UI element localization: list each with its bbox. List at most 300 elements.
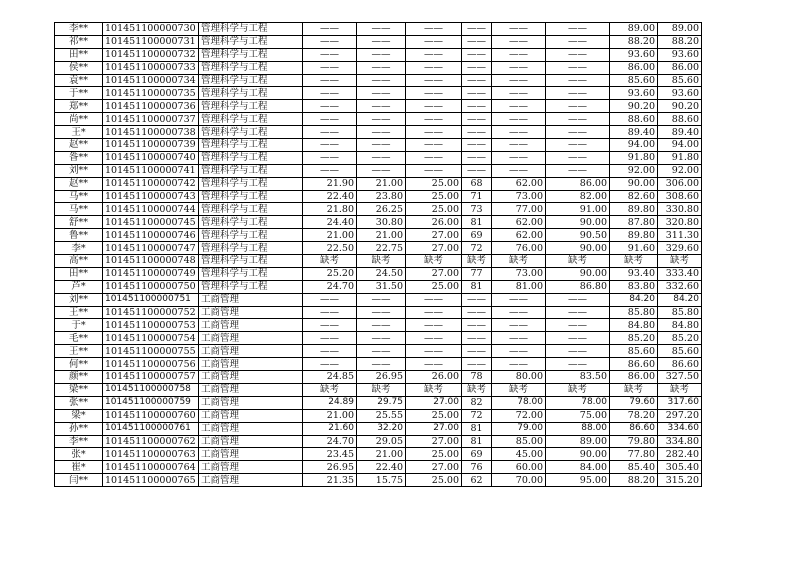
score-5: 81.00 — [492, 280, 546, 293]
major: 管理科学与工程 — [199, 61, 303, 74]
total-score: 缺考 — [658, 255, 702, 268]
major: 管理科学与工程 — [199, 267, 303, 280]
score-1: 23.45 — [303, 448, 357, 461]
score-7: 缺考 — [610, 255, 658, 268]
table-row — [55, 422, 702, 435]
score-5: —— — [492, 332, 546, 345]
score-1: —— — [303, 293, 357, 306]
major: 工商管理 — [199, 371, 303, 384]
total-score: 327.50 — [658, 371, 702, 384]
score-4: 77 — [462, 267, 492, 280]
table-row — [55, 164, 702, 177]
score-1: —— — [303, 113, 357, 126]
candidate-name: 田** — [55, 267, 103, 280]
score-1: 24.70 — [303, 435, 357, 448]
score-7: 87.80 — [610, 216, 658, 229]
table-row — [55, 280, 702, 293]
score-table — [54, 22, 702, 487]
score-6: 缺考 — [546, 383, 610, 396]
total-score: 90.20 — [658, 100, 702, 113]
score-5: —— — [492, 113, 546, 126]
table-row — [55, 35, 702, 48]
score-1: 24.85 — [303, 371, 357, 384]
score-5: —— — [492, 74, 546, 87]
exam-id: 101451100000732 — [103, 48, 199, 61]
exam-id: 101451100000737 — [103, 113, 199, 126]
score-2: 32.20 — [357, 422, 406, 435]
major: 工商管理 — [199, 332, 303, 345]
exam-id: 101451100000730 — [103, 23, 199, 36]
exam-id: 101451100000745 — [103, 216, 199, 229]
score-2: 缺考 — [357, 255, 406, 268]
score-7: 93.40 — [610, 267, 658, 280]
major: 管理科学与工程 — [199, 48, 303, 61]
score-3: —— — [406, 35, 462, 48]
score-3: 25.00 — [406, 474, 462, 487]
exam-id: 101451100000758 — [103, 383, 199, 396]
score-7: 84.80 — [610, 319, 658, 332]
exam-id: 101451100000740 — [103, 151, 199, 164]
score-7: 83.80 — [610, 280, 658, 293]
score-1: 缺考 — [303, 383, 357, 396]
major: 管理科学与工程 — [199, 242, 303, 255]
score-3: —— — [406, 164, 462, 177]
score-5: 缺考 — [492, 383, 546, 396]
table-row — [55, 396, 702, 409]
major: 管理科学与工程 — [199, 87, 303, 100]
score-3: 25.00 — [406, 448, 462, 461]
score-4: —— — [462, 48, 492, 61]
score-1: —— — [303, 23, 357, 36]
score-5: —— — [492, 345, 546, 358]
table-row — [55, 332, 702, 345]
score-2: 29.75 — [357, 396, 406, 409]
score-4: 62 — [462, 474, 492, 487]
score-3: —— — [406, 358, 462, 371]
exam-id: 101451100000734 — [103, 74, 199, 87]
exam-id: 101451100000743 — [103, 190, 199, 203]
score-1: 21.00 — [303, 229, 357, 242]
score-5: 60.00 — [492, 461, 546, 474]
score-2: —— — [357, 74, 406, 87]
candidate-name: 闫** — [55, 474, 103, 487]
score-3: —— — [406, 100, 462, 113]
score-2: —— — [357, 139, 406, 152]
score-1: —— — [303, 74, 357, 87]
total-score: 282.40 — [658, 448, 702, 461]
exam-id: 101451100000760 — [103, 409, 199, 422]
score-7: 84.20 — [610, 293, 658, 306]
score-5: —— — [492, 87, 546, 100]
score-7: 88.20 — [610, 474, 658, 487]
score-4: —— — [462, 61, 492, 74]
score-2: —— — [357, 23, 406, 36]
score-7: 91.80 — [610, 151, 658, 164]
score-7: 缺考 — [610, 383, 658, 396]
score-1: 21.90 — [303, 177, 357, 190]
score-4: 78 — [462, 371, 492, 384]
score-3: 26.00 — [406, 371, 462, 384]
total-score: 305.40 — [658, 461, 702, 474]
exam-id: 101451100000754 — [103, 332, 199, 345]
major: 管理科学与工程 — [199, 113, 303, 126]
candidate-name: 侯** — [55, 61, 103, 74]
score-1: 21.80 — [303, 203, 357, 216]
score-6: 90.00 — [546, 267, 610, 280]
score-2: —— — [357, 332, 406, 345]
score-6: —— — [546, 61, 610, 74]
score-2: —— — [357, 345, 406, 358]
total-score: 330.80 — [658, 203, 702, 216]
table-row — [55, 23, 702, 36]
score-6: —— — [546, 306, 610, 319]
score-5: 76.00 — [492, 242, 546, 255]
score-4: 73 — [462, 203, 492, 216]
score-5: 79.00 — [492, 422, 546, 435]
score-1: —— — [303, 358, 357, 371]
score-3: 27.00 — [406, 242, 462, 255]
score-4: —— — [462, 306, 492, 319]
score-2: 31.50 — [357, 280, 406, 293]
total-score: 91.80 — [658, 151, 702, 164]
exam-id: 101451100000738 — [103, 126, 199, 139]
score-2: 25.55 — [357, 409, 406, 422]
total-score: 333.40 — [658, 267, 702, 280]
score-5: 62.00 — [492, 229, 546, 242]
score-2: —— — [357, 48, 406, 61]
table-row — [55, 255, 702, 268]
score-4: 81 — [462, 422, 492, 435]
score-3: —— — [406, 306, 462, 319]
exam-id: 101451100000736 — [103, 100, 199, 113]
score-7: 86.00 — [610, 371, 658, 384]
score-4: —— — [462, 345, 492, 358]
score-5: 62.00 — [492, 216, 546, 229]
score-5: —— — [492, 358, 546, 371]
candidate-name: 王* — [55, 126, 103, 139]
table-row — [55, 100, 702, 113]
score-5: —— — [492, 306, 546, 319]
score-7: 89.80 — [610, 229, 658, 242]
score-4: 缺考 — [462, 383, 492, 396]
score-3: 27.00 — [406, 396, 462, 409]
table-row — [55, 435, 702, 448]
score-1: 21.35 — [303, 474, 357, 487]
score-2: 24.50 — [357, 267, 406, 280]
score-5: 45.00 — [492, 448, 546, 461]
major: 管理科学与工程 — [199, 164, 303, 177]
score-3: 27.00 — [406, 422, 462, 435]
exam-id: 101451100000756 — [103, 358, 199, 371]
table-row — [55, 74, 702, 87]
score-6: 90.00 — [546, 448, 610, 461]
score-1: 22.40 — [303, 190, 357, 203]
candidate-name: 李** — [55, 23, 103, 36]
score-1: —— — [303, 319, 357, 332]
score-1: —— — [303, 306, 357, 319]
score-5: —— — [492, 35, 546, 48]
score-6: —— — [546, 23, 610, 36]
score-1: —— — [303, 35, 357, 48]
major: 管理科学与工程 — [199, 177, 303, 190]
table-row — [55, 267, 702, 280]
exam-id: 101451100000742 — [103, 177, 199, 190]
major: 工商管理 — [199, 474, 303, 487]
exam-id: 101451100000741 — [103, 164, 199, 177]
score-5: 62.00 — [492, 177, 546, 190]
total-score: 334.60 — [658, 422, 702, 435]
score-4: 81 — [462, 280, 492, 293]
score-5: 73.00 — [492, 190, 546, 203]
score-2: 26.25 — [357, 203, 406, 216]
table-row — [55, 371, 702, 384]
candidate-name: 马** — [55, 203, 103, 216]
exam-id: 101451100000746 — [103, 229, 199, 242]
score-5: —— — [492, 319, 546, 332]
score-5: —— — [492, 23, 546, 36]
score-6: —— — [546, 87, 610, 100]
candidate-name: 于** — [55, 87, 103, 100]
score-6: 83.50 — [546, 371, 610, 384]
total-score: 93.60 — [658, 87, 702, 100]
major: 管理科学与工程 — [199, 280, 303, 293]
score-1: —— — [303, 151, 357, 164]
score-2: —— — [357, 164, 406, 177]
major: 工商管理 — [199, 383, 303, 396]
score-2: —— — [357, 35, 406, 48]
candidate-name: 高** — [55, 255, 103, 268]
candidate-name: 刘** — [55, 164, 103, 177]
score-6: 86.80 — [546, 280, 610, 293]
candidate-name: 赵** — [55, 177, 103, 190]
score-4: 81 — [462, 435, 492, 448]
total-score: 308.60 — [658, 190, 702, 203]
score-4: —— — [462, 100, 492, 113]
candidate-name: 刘** — [55, 293, 103, 306]
score-1: —— — [303, 48, 357, 61]
candidate-name: 尚** — [55, 113, 103, 126]
table-row — [55, 409, 702, 422]
candidate-name: 袁** — [55, 74, 103, 87]
score-4: 69 — [462, 448, 492, 461]
score-2: 21.00 — [357, 177, 406, 190]
score-2: —— — [357, 306, 406, 319]
score-4: —— — [462, 332, 492, 345]
score-5: 77.00 — [492, 203, 546, 216]
score-5: —— — [492, 61, 546, 74]
score-1: —— — [303, 87, 357, 100]
score-6: —— — [546, 332, 610, 345]
score-6: —— — [546, 48, 610, 61]
candidate-name: 舒** — [55, 216, 103, 229]
score-2: —— — [357, 87, 406, 100]
table-row — [55, 190, 702, 203]
table-row — [55, 448, 702, 461]
score-3: —— — [406, 151, 462, 164]
total-score: 缺考 — [658, 383, 702, 396]
exam-id: 101451100000763 — [103, 448, 199, 461]
table-row — [55, 87, 702, 100]
table-row — [55, 139, 702, 152]
table-row — [55, 383, 702, 396]
score-6: —— — [546, 100, 610, 113]
score-6: 缺考 — [546, 255, 610, 268]
score-6: —— — [546, 126, 610, 139]
score-7: 93.60 — [610, 48, 658, 61]
score-1: 25.20 — [303, 267, 357, 280]
score-3: 25.00 — [406, 203, 462, 216]
score-4: —— — [462, 35, 492, 48]
score-6: —— — [546, 35, 610, 48]
score-3: 25.00 — [406, 409, 462, 422]
score-5: 72.00 — [492, 409, 546, 422]
exam-id: 101451100000747 — [103, 242, 199, 255]
score-2: 21.00 — [357, 229, 406, 242]
exam-id: 101451100000744 — [103, 203, 199, 216]
score-4: 69 — [462, 229, 492, 242]
score-4: —— — [462, 126, 492, 139]
score-1: 24.40 — [303, 216, 357, 229]
score-3: —— — [406, 74, 462, 87]
exam-id: 101451100000759 — [103, 396, 199, 409]
score-2: 29.05 — [357, 435, 406, 448]
major: 管理科学与工程 — [199, 216, 303, 229]
score-4: —— — [462, 23, 492, 36]
score-4: 81 — [462, 216, 492, 229]
score-6: 84.00 — [546, 461, 610, 474]
exam-id: 101451100000733 — [103, 61, 199, 74]
score-2: —— — [357, 113, 406, 126]
score-6: —— — [546, 74, 610, 87]
score-3: —— — [406, 113, 462, 126]
score-5: —— — [492, 48, 546, 61]
total-score: 317.60 — [658, 396, 702, 409]
total-score: 85.60 — [658, 74, 702, 87]
score-5: —— — [492, 139, 546, 152]
score-1: 26.95 — [303, 461, 357, 474]
total-score: 89.40 — [658, 126, 702, 139]
exam-id: 101451100000765 — [103, 474, 199, 487]
score-6: —— — [546, 293, 610, 306]
score-5: —— — [492, 164, 546, 177]
score-1: 24.89 — [303, 396, 357, 409]
score-3: 26.00 — [406, 216, 462, 229]
table-row — [55, 293, 702, 306]
candidate-name: 赵** — [55, 139, 103, 152]
score-6: 90.00 — [546, 216, 610, 229]
score-4: 72 — [462, 409, 492, 422]
candidate-name: 田** — [55, 48, 103, 61]
score-4: —— — [462, 164, 492, 177]
table-row — [55, 48, 702, 61]
score-4: —— — [462, 74, 492, 87]
major: 管理科学与工程 — [199, 23, 303, 36]
score-3: 25.00 — [406, 177, 462, 190]
score-2: 26.95 — [357, 371, 406, 384]
total-score: 85.80 — [658, 306, 702, 319]
score-4: 72 — [462, 242, 492, 255]
table-row — [55, 319, 702, 332]
major: 工商管理 — [199, 345, 303, 358]
score-1: 21.60 — [303, 422, 357, 435]
score-7: 92.00 — [610, 164, 658, 177]
major: 工商管理 — [199, 448, 303, 461]
exam-id: 101451100000752 — [103, 306, 199, 319]
score-3: 缺考 — [406, 255, 462, 268]
total-score: 94.00 — [658, 139, 702, 152]
table-row — [55, 229, 702, 242]
score-6: 90.00 — [546, 242, 610, 255]
score-3: —— — [406, 139, 462, 152]
score-2: —— — [357, 126, 406, 139]
score-6: 75.00 — [546, 409, 610, 422]
major: 管理科学与工程 — [199, 139, 303, 152]
exam-id: 101451100000764 — [103, 461, 199, 474]
major: 工商管理 — [199, 306, 303, 319]
exam-id: 101451100000757 — [103, 371, 199, 384]
major: 工商管理 — [199, 435, 303, 448]
score-5: —— — [492, 126, 546, 139]
major: 工商管理 — [199, 409, 303, 422]
candidate-name: 马** — [55, 190, 103, 203]
major: 管理科学与工程 — [199, 151, 303, 164]
score-7: 77.80 — [610, 448, 658, 461]
score-5: 80.00 — [492, 371, 546, 384]
score-4: 76 — [462, 461, 492, 474]
major: 工商管理 — [199, 396, 303, 409]
total-score: 85.20 — [658, 332, 702, 345]
score-7: 88.60 — [610, 113, 658, 126]
score-7: 85.60 — [610, 74, 658, 87]
score-7: 88.20 — [610, 35, 658, 48]
score-2: —— — [357, 61, 406, 74]
score-6: —— — [546, 139, 610, 152]
score-2: 22.75 — [357, 242, 406, 255]
score-5: —— — [492, 151, 546, 164]
total-score: 320.80 — [658, 216, 702, 229]
candidate-name: 何** — [55, 358, 103, 371]
score-7: 85.20 — [610, 332, 658, 345]
score-1: 22.50 — [303, 242, 357, 255]
candidate-name: 毛** — [55, 332, 103, 345]
candidate-name: 张** — [55, 396, 103, 409]
score-2: —— — [357, 319, 406, 332]
total-score: 334.80 — [658, 435, 702, 448]
score-6: —— — [546, 113, 610, 126]
major: 管理科学与工程 — [199, 203, 303, 216]
score-7: 89.80 — [610, 203, 658, 216]
total-score: 88.20 — [658, 35, 702, 48]
score-2: 21.00 — [357, 448, 406, 461]
score-4: 82 — [462, 396, 492, 409]
score-4: —— — [462, 358, 492, 371]
score-2: 15.75 — [357, 474, 406, 487]
exam-id: 101451100000739 — [103, 139, 199, 152]
score-7: 85.60 — [610, 345, 658, 358]
table-row — [55, 242, 702, 255]
score-6: —— — [546, 358, 610, 371]
candidate-name: 李* — [55, 242, 103, 255]
score-3: —— — [406, 48, 462, 61]
score-7: 79.80 — [610, 435, 658, 448]
candidate-name: 芦* — [55, 280, 103, 293]
table-row — [55, 126, 702, 139]
score-5: 73.00 — [492, 267, 546, 280]
table-body — [55, 23, 702, 487]
total-score: 88.60 — [658, 113, 702, 126]
score-5: 78.00 — [492, 396, 546, 409]
score-1: 缺考 — [303, 255, 357, 268]
